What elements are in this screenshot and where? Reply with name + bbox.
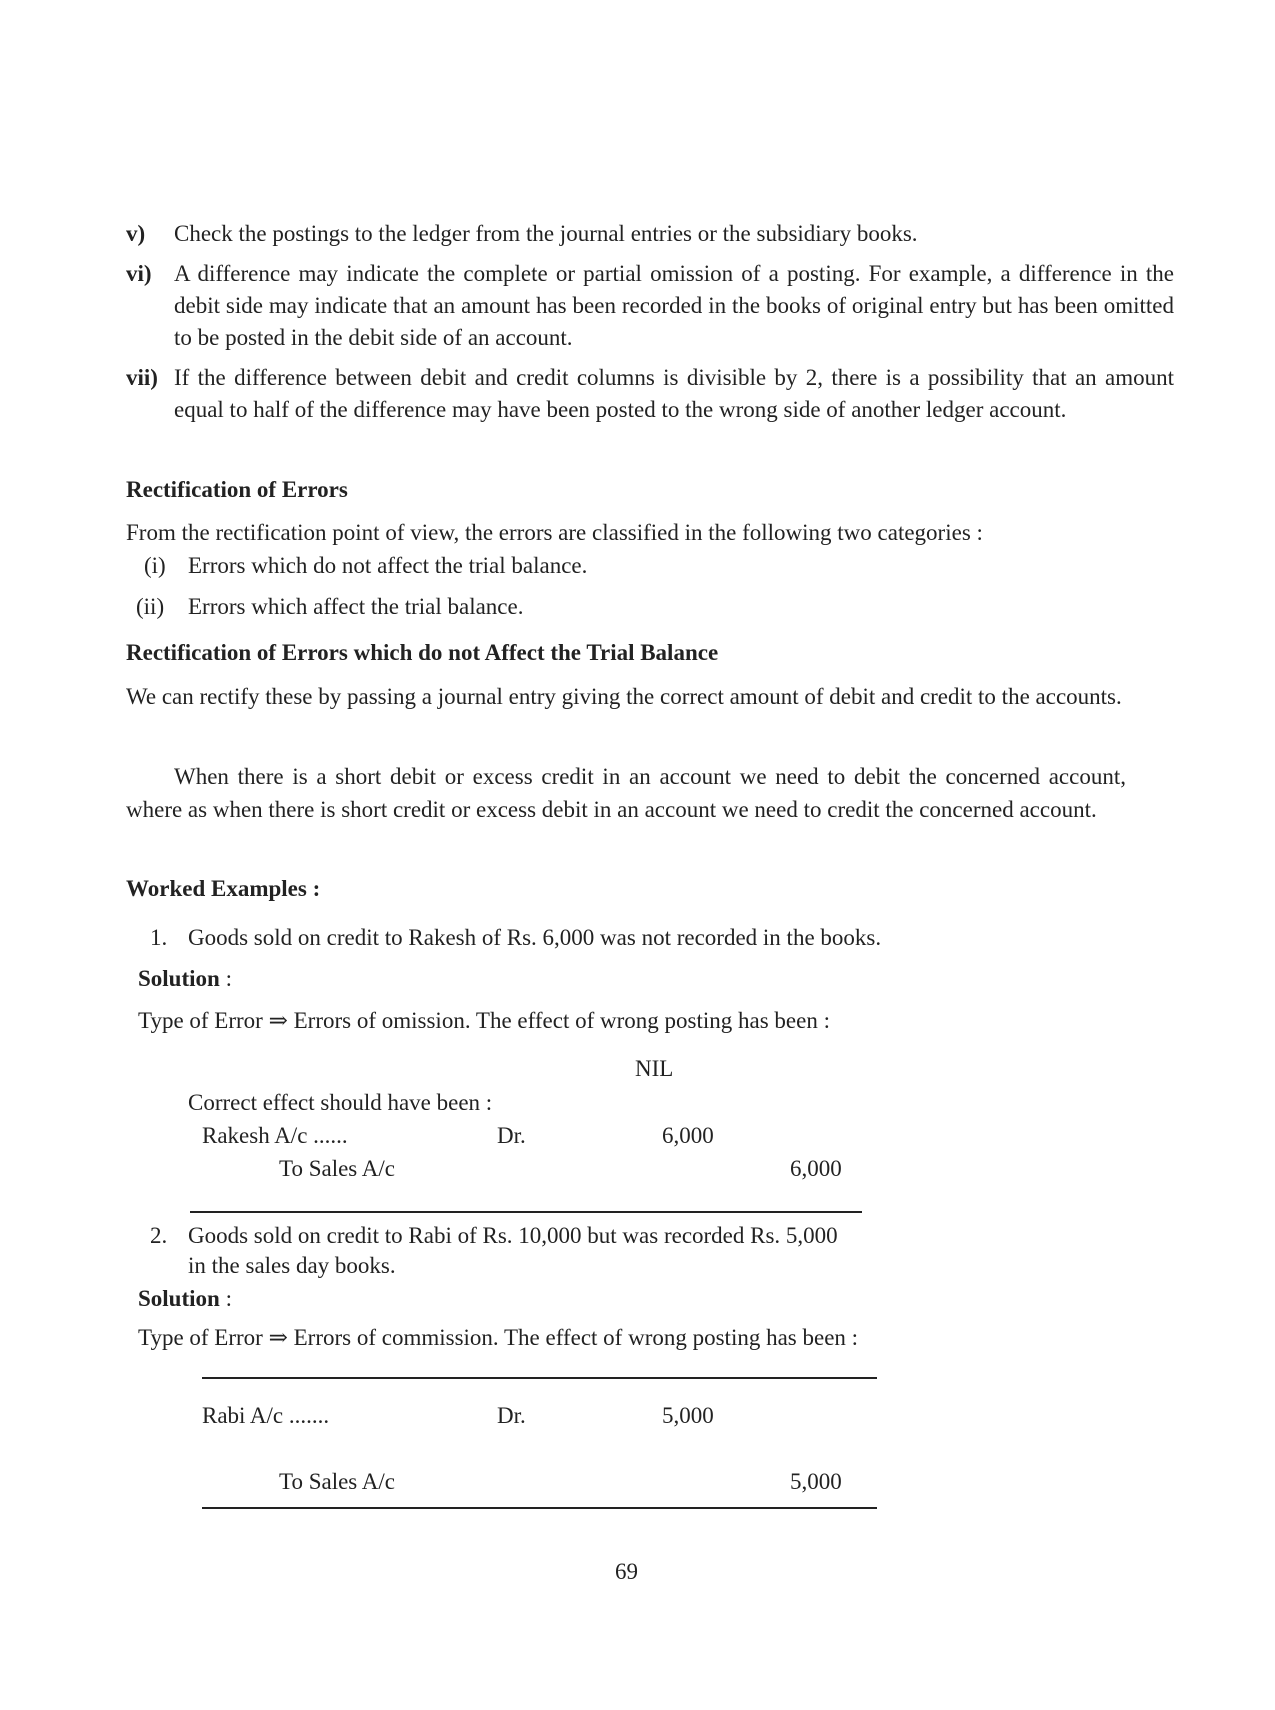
list-number: v): [126, 221, 146, 246]
example-text: in the sales day books.: [188, 1253, 396, 1278]
paragraph: We can rectify these by passing a journal entry giving the correct amount of debit and credit to the accounts.: [126, 684, 1122, 709]
solution-word: Solution: [138, 1286, 220, 1311]
debit-amount: 6,000: [662, 1123, 714, 1148]
paragraph: When there is a short debit or excess credit in an account we need to debit the concerned account, where as when there is short credit or excess debit in an account we need to credit the concerned account.: [126, 764, 1126, 822]
list-text: If the difference between debit and credit columns is divisible by 2, there is a possibility that an amount equal to half of the difference may have been posted to the wrong side of another ledger account.: [174, 365, 1174, 422]
journal-top-rule: [202, 1377, 877, 1379]
nil-text: NIL: [635, 1056, 674, 1081]
category-number: (i): [144, 553, 166, 578]
solution-word: Solution: [138, 966, 220, 991]
intro-text: From the rectification point of view, the errors are classified in the following two categories :: [126, 520, 983, 545]
solution-label: [138, 963, 232, 995]
error-type-line: Type of Error ⇒ Errors of omission. The effect of wrong posting has been :: [138, 1008, 830, 1033]
credit-amount: 6,000: [790, 1156, 842, 1181]
solution-colon: :: [219, 966, 232, 991]
category-number: (ii): [136, 594, 165, 619]
list-number: vii): [126, 365, 158, 390]
dr-label: Dr.: [497, 1123, 526, 1148]
list-text: Check the postings to the ledger from the journal entries or the subsidiary books.: [174, 221, 918, 246]
solution-label: [138, 1283, 232, 1315]
credit-amount: 5,000: [790, 1469, 842, 1494]
category-text: Errors which do not affect the trial balance.: [188, 553, 588, 578]
example-number: 2.: [150, 1223, 168, 1248]
section-heading: Worked Examples :: [126, 876, 321, 901]
category-text: Errors which affect the trial balance.: [188, 594, 524, 619]
example-number: 1.: [150, 925, 168, 950]
solution-colon: :: [219, 1286, 232, 1311]
page-number: 69: [615, 1559, 638, 1584]
section-heading: Rectification of Errors: [126, 477, 348, 502]
list-text: A difference may indicate the complete or partial omission of a posting. For example, a difference in the debit side may indicate that an amount has been recorded in the books of original entry but has been omitted to be posted in the debit side of an account.: [174, 261, 1174, 350]
error-type-line: Type of Error ⇒ Errors of commission. The effect of wrong posting has been :: [138, 1325, 859, 1350]
debit-account: Rakesh A/c ......: [202, 1123, 348, 1148]
credit-account: To Sales A/c: [279, 1469, 395, 1494]
list-number: vi): [126, 261, 152, 286]
credit-account: To Sales A/c: [279, 1156, 395, 1181]
correct-effect-label: Correct effect should have been :: [188, 1090, 493, 1115]
debit-account: Rabi A/c .......: [202, 1403, 330, 1428]
debit-amount: 5,000: [662, 1403, 714, 1428]
dr-label: Dr.: [497, 1403, 526, 1428]
example-text: Goods sold on credit to Rakesh of Rs. 6,000 was not recorded in the books.: [188, 925, 882, 950]
journal-bottom-rule: [190, 1211, 862, 1213]
journal-bottom-rule: [202, 1507, 877, 1509]
section-heading: Rectification of Errors which do not Affect the Trial Balance: [126, 640, 719, 665]
example-text: Goods sold on credit to Rabi of Rs. 10,000 but was recorded Rs. 5,000: [188, 1223, 838, 1248]
